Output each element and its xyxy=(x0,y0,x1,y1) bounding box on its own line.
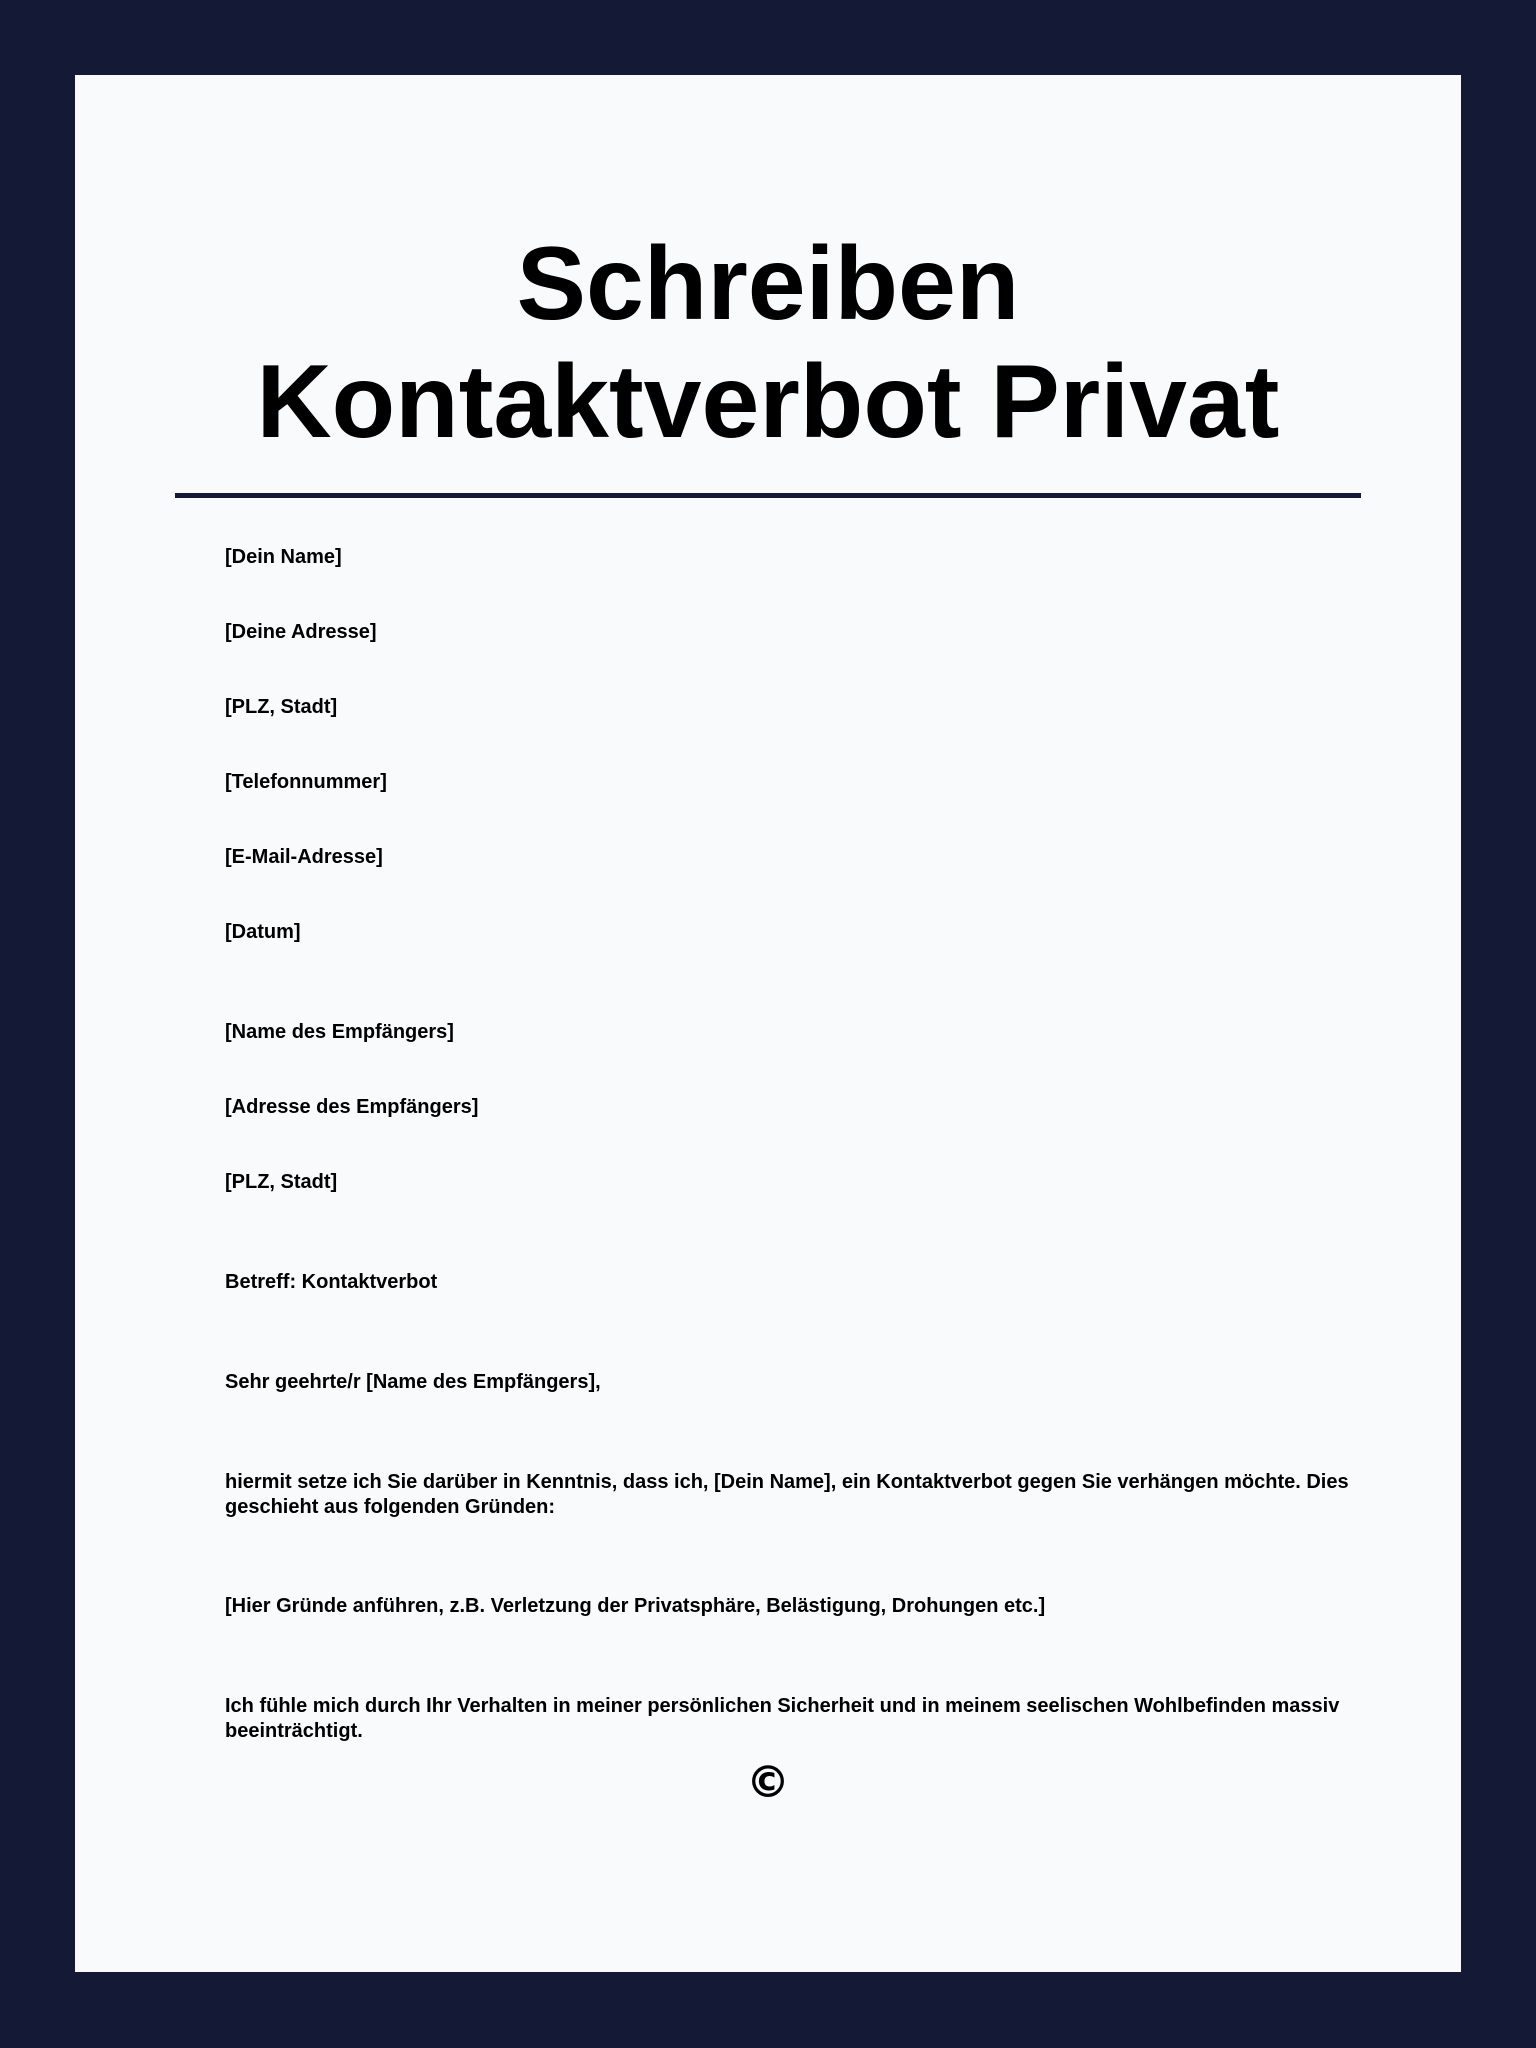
letter-date: [Datum] xyxy=(225,921,301,943)
body-paragraph: hiermit setze ich Sie darüber in Kenntnis, dass ich, [Dein Name], ein Kontaktverbot gegen Sie verhängen möchte. Dies geschieht aus folgenden Gründen: xyxy=(225,1471,1349,1518)
body-paragraph: [Hier Gründe anführen, z.B. Verletzung der Privatsphäre, Belästigung, Drohungen etc.] xyxy=(225,1595,1046,1617)
letter-subject: Betreff: Kontaktverbot xyxy=(225,1271,438,1293)
sender-phone: [Telefonnummer] xyxy=(225,771,387,793)
title-line-1: Schreiben xyxy=(516,226,1020,342)
document-page xyxy=(75,75,1461,1972)
title-divider xyxy=(175,493,1361,498)
recipient-name: [Name des Empfängers] xyxy=(225,1021,454,1043)
recipient-city: [PLZ, Stadt] xyxy=(225,1171,338,1193)
sender-name: [Dein Name] xyxy=(225,546,342,568)
sender-address: [Deine Adresse] xyxy=(225,621,377,643)
letter-salutation: Sehr geehrte/r [Name des Empfängers], xyxy=(225,1371,601,1393)
recipient-address: [Adresse des Empfängers] xyxy=(225,1096,479,1118)
sender-email: [E-Mail-Adresse] xyxy=(225,846,383,868)
copyright-icon: © xyxy=(746,1757,790,1808)
document-title xyxy=(175,225,1361,461)
sender-city: [PLZ, Stadt] xyxy=(225,696,338,718)
body-paragraph: Ich fühle mich durch Ihr Verhalten in meiner persönlichen Sicherheit und in meinem seelischen Wohlbefinden massiv beeinträchtigt. xyxy=(225,1695,1340,1742)
title-line-2: Kontaktverbot Privat xyxy=(256,344,1280,460)
